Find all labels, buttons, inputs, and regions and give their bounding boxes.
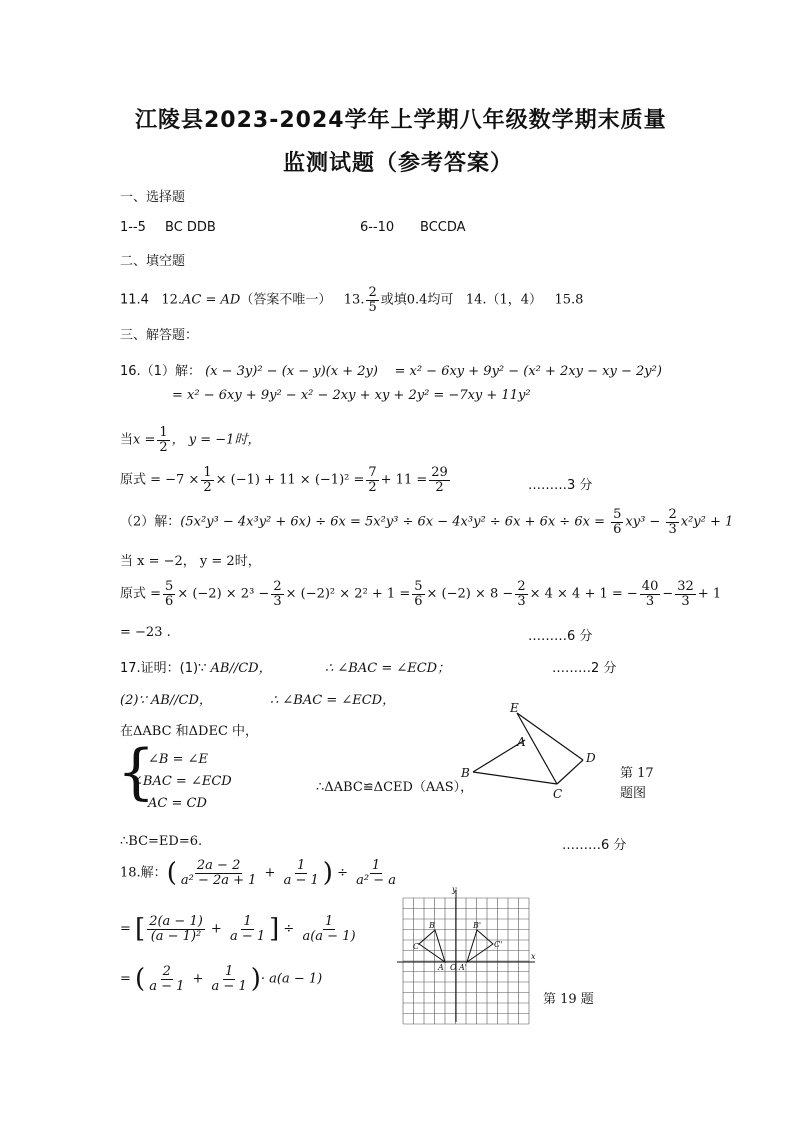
q17-in: 在ΔABC 和ΔDEC 中， xyxy=(120,724,259,739)
q17-conclusion: ∴ΔABC≌ΔCED（AAS）， xyxy=(316,780,474,795)
edge-BC xyxy=(473,772,557,784)
q17-score1: ………2 分 xyxy=(552,661,617,676)
q16-label: 16.（1）解： xyxy=(120,364,201,379)
q19-caption: 第 19 题 xyxy=(543,992,594,1007)
q16-step2: = x² − 6xy + 9y² − x² − 2xy + xy + 2y² = −7xy + 11y² xyxy=(172,388,531,403)
label-B: B xyxy=(461,766,470,780)
svg-text:O: O xyxy=(450,963,457,972)
q17-p2: (2)∵ AB//CD， xyxy=(120,693,212,708)
q12-note: （答案不唯一） xyxy=(240,292,332,308)
triangle-A1B1C1 xyxy=(467,930,493,962)
svg-text:B': B' xyxy=(473,921,482,930)
q17-line1: 17.证明：(1)∵ AB//CD， xyxy=(120,661,272,676)
q16-line1 xyxy=(120,360,662,379)
svg-text:A: A xyxy=(438,963,444,972)
edge-CD xyxy=(557,760,583,784)
q12-label: 12. xyxy=(161,292,183,308)
q17-figure xyxy=(455,700,625,810)
label-D: D xyxy=(586,751,596,765)
section-fill: 二、填空题 xyxy=(120,254,186,269)
q16-orig1: 原式 = −7 × $\frac{1}{2}$ × (−1) + 11 × (−1)² = $\frac{7}{2}$ + 11 = $\frac{29}{2}$ xyxy=(120,465,448,495)
q16-score1: ………3 分 xyxy=(528,478,593,493)
q17-caption-2: 题图 xyxy=(620,786,647,801)
q16-score2: ………6 分 xyxy=(528,629,593,644)
q17-cond1: ∠B = ∠E xyxy=(148,752,208,767)
svg-text:A': A' xyxy=(459,963,467,972)
label-C: C xyxy=(553,787,563,801)
choice-answers-2: BCCDA xyxy=(420,220,466,235)
q17-score2: ………6 分 xyxy=(562,838,627,853)
q11-answer: 11.4 xyxy=(120,292,149,308)
svg-text:C': C' xyxy=(494,940,503,949)
edge-ED xyxy=(517,713,583,760)
q16-step1: = x² − 6xy + 9y² − (x² + 2xy − xy − 2y²) xyxy=(394,364,662,379)
choice-answers-1: BC DDB xyxy=(165,220,216,235)
section-solve: 三、解答题： xyxy=(120,328,199,343)
q13-text: 或填0.4均可 xyxy=(380,292,454,308)
page-title-line2: 监测试题（参考答案） xyxy=(283,151,514,176)
q15-answer: 15.8 xyxy=(554,292,584,308)
q13-fraction: $\frac{2}{5}$ xyxy=(368,285,377,315)
q16-expr: (x − 3y)² − (x − y)(x + 2y) xyxy=(205,364,378,379)
q16-result2: = −23 . xyxy=(120,625,171,640)
q17-cond3: AC = CD xyxy=(148,796,207,811)
q14-answer: 14.（1，4） xyxy=(465,292,543,308)
q19-grid-figure xyxy=(395,886,545,1026)
triangle-ABC xyxy=(419,930,445,962)
svg-text:B: B xyxy=(429,921,435,930)
choice-range-1: 1--5 xyxy=(120,220,146,235)
q16-when1: 当x = $\frac{1}{2}$ ， y = −1时， xyxy=(120,425,261,455)
q17-p1b: ∴ ∠BAC = ∠ECD； xyxy=(325,661,451,676)
svg-text:y: y xyxy=(452,886,457,894)
fill-answers-line xyxy=(120,286,583,314)
label-E: E xyxy=(510,701,519,715)
q17-cond2: ∠BAC = ∠ECD xyxy=(132,774,232,789)
svg-text:C: C xyxy=(413,942,420,951)
q16-part2: （2）解：(5x²y³ − 4x³y² + 6x) ÷ 6x = 5x²y³ ÷ 6x − 4x³y² ÷ 6x + 6x ÷ 6x = $\frac{5}{6}$ xy³ − $\frac{2}{3}$ x²y² + 1 xyxy=(120,507,734,537)
q18-line1: 18.解：( $\frac{2a - 2}{\text{a² − 2a + 1}}$ + $\frac{1}{a - 1}$ ) ÷ $\frac{1}{\text{a² − a}}$ xyxy=(120,857,396,888)
q12-expr: AC = AD xyxy=(182,292,241,308)
q17-bc: ∴BC=ED=6. xyxy=(120,834,203,849)
q17-brace: { xyxy=(117,737,156,807)
label-A: A xyxy=(517,735,526,749)
q17-caption-1: 第 17 xyxy=(620,766,654,781)
page-title-line1: 江陵县2023-2024学年上学期八年级数学期末质量 xyxy=(135,108,667,133)
q18-line2: = [ $\frac{2(a - 1)}{\text{(a − 1)²}}$ + $\frac{1}{a - 1}$ ] ÷ $\frac{1}{a(a - 1)}$ xyxy=(120,913,356,944)
choice-range-2: 6--10 xyxy=(360,220,395,235)
section-choice: 一、选择题 xyxy=(120,190,186,205)
q16-orig2: 原式 = $\frac{5}{6}$ × (−2) × 2³ − $\frac{2}{3}$ × (−2)² × 2² + 1 = $\frac{5}{6}$ × (−2) × 8 − $\frac{2}{3}$ × 4 × 4 + 1 = − $\frac{40}{3}$ − $\frac{32}{3}$ + 1 xyxy=(120,579,722,609)
svg-text:x: x xyxy=(531,952,536,961)
q16-when2: 当 x = −2， y = 2时， xyxy=(120,554,261,569)
q13-label: 13. xyxy=(343,292,365,308)
q18-line3: = ( $\frac{2}{a - 1}$ + $\frac{1}{a - 1}$ )· a(a − 1) xyxy=(120,963,323,994)
q17-p2b: ∴ ∠BAC = ∠ECD， xyxy=(270,693,396,708)
